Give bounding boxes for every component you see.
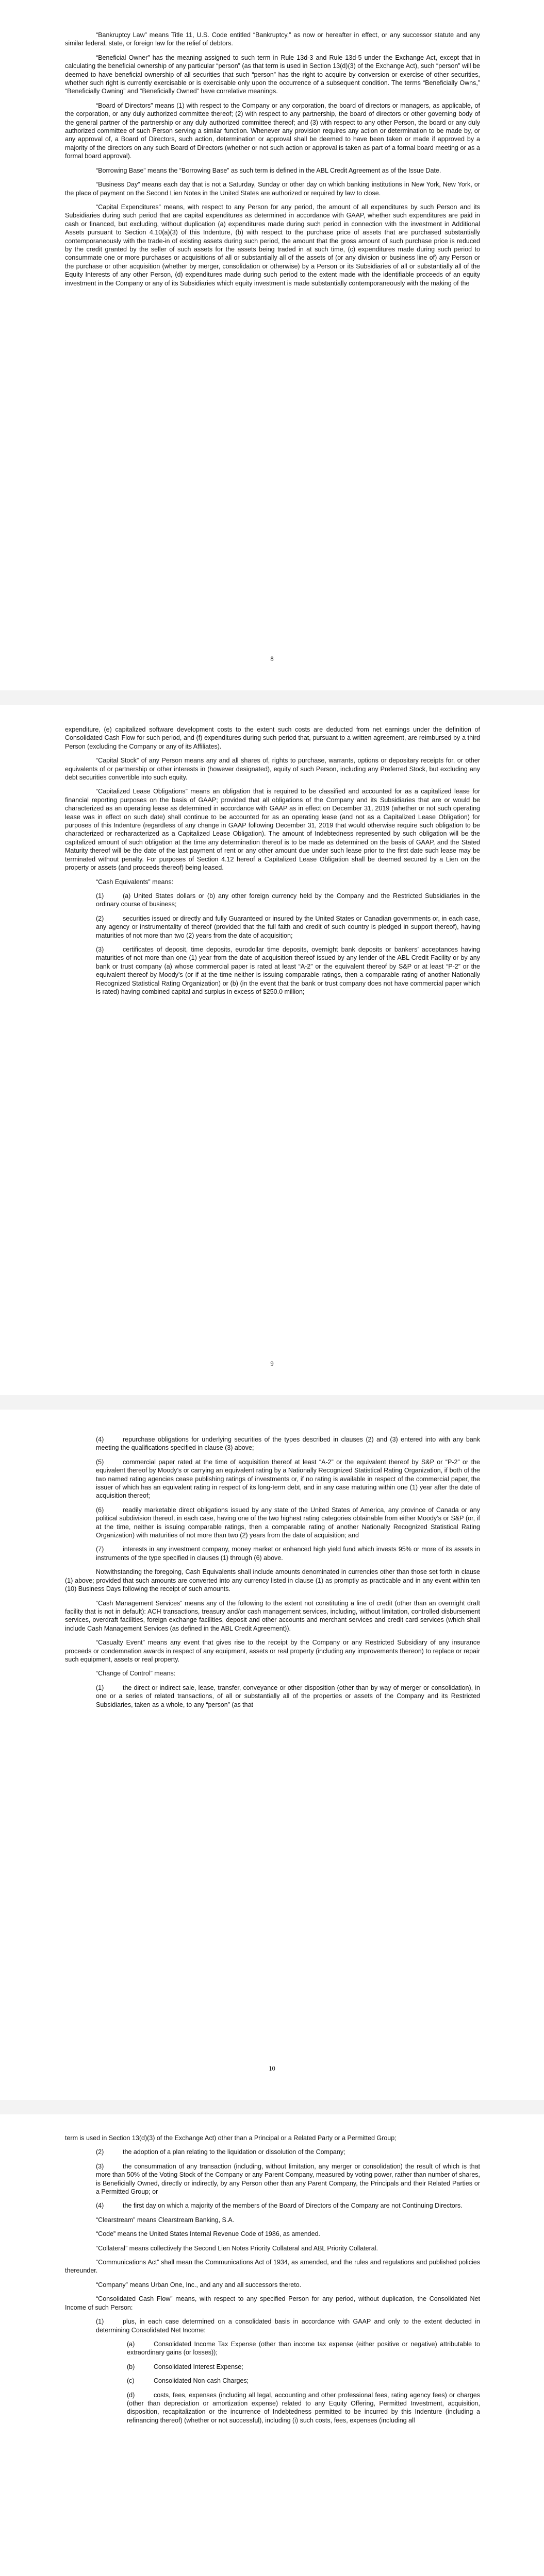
list-item: (1) plus, in each case determined on a consolidated basis in accordance with GAAP and only to the extent deducted in determining Consolidated Net Income: <box>96 2318 480 2334</box>
definition-paragraph: “Capital Expenditures” means, with respect to any Person for any period, the amount of all expenditures by such Person and its Subsidiaries during such period that are capital expenditures as determined in accordance with GAAP, whether such expenditures are paid in cash or financed, but excluding, without duplication (a) expenditures made during such period in connection with the investment in Additional Assets pursuant to Section 4.10(a)(3) of this Indenture, (b) with respect to the purchase price of assets that are purchased substantially contemporaneously with the trade-in of existing assets during such period, the amount that the gross amount of such purchase price is reduced by the credit granted by the seller of such assets for the assets being traded in at such time, (c) expenditures made during such period to consummate one or more purchases or acquisitions of all or substantially all of the assets of (or any division or business line of) any Person or the purchase or other acquisition (whether by merger, consolidation or otherwise) by a Person or its Subsidiaries of all or substantially all of the Equity Interests of any other Person, (d) expenditures made during such period to the extent made with the identifiable proceeds of an equity investment in the Company or any of its Subsidiaries which equity investment is made substantially contemporaneously with the making of the <box>65 203 480 287</box>
definition-paragraph: “Casualty Event” means any event that gives rise to the receipt by the Company or any Restricted Subsidiary of any insurance proceeds or condemnation awards in respect of any equipment, assets or real property (including any improvements thereon) to replace or repair such equipment, assets or real property. <box>65 1639 480 1663</box>
definition-paragraph: “Beneficial Owner” has the meaning assigned to such term in Rule 13d-3 and Rule 13d-5 under the Exchange Act, except that in calculating the beneficial ownership of any particular “person” (as that term is used in Section 13(d)(3) of the Exchange Act), such “person” will be deemed to have beneficial ownership of all securities that such “person” has the right to acquire by conversion or exercise of other securities, whether such right is currently exercisable or is exercisable only upon the occurrence of a subsequent condition. The terms “Beneficially Owns,” “Beneficially Owning” and “Beneficially Owned” have correlative meanings. <box>65 54 480 95</box>
list-item: (7) interests in any investment company, money market or enhanced high yield fund which invests 95% or more of its assets in instruments of the type specified in clauses (1) through (6) above. <box>96 1546 480 1562</box>
list-item: (1) (a) United States dollars or (b) any other foreign currency held by the Company and the Restricted Subsidiaries in the ordinary course of business; <box>96 892 480 908</box>
list-item: (5) commercial paper rated at the time of acquisition thereof at least “A-2” or the equivalent thereof by S&P or “P-2” or the equivalent thereof by Moody’s or carrying an equivalent rating by a Nationally Recognized Statistical Rating Organization, if both of the two named rating agencies cease publishing ratings of investments or, if no rating is available in respect of the commercial paper, the issuer of which has an equivalent rating in respect of its long-term debt, and in any case maturing within one (1) year after the date of acquisition thereof; <box>96 1458 480 1500</box>
list-item: (b) Consolidated Interest Expense; <box>127 2363 243 2370</box>
list-item: (6) readily marketable direct obligations issued by any state of the United States of America, any province of Canada or any political subdivision thereof, in each case, having one of the two highest rating categories obtainable from either Moody’s or S&P (or, if at the time, neither is issuing comparable ratings, then a comparable rating of another Nationally Recognized Statistical Rating Organization) with maturities of not more than two (2) years from the date of acquisition; and <box>96 1506 480 1539</box>
list-item: (4) repurchase obligations for underlying securities of the types described in clauses (2) and (3) entered into with any bank meeting the qualifications specified in clause (3) above; <box>96 1436 480 1452</box>
definition-paragraph: “Communications Act” shall mean the Communications Act of 1934, as amended, and the rules and regulations and published policies thereunder. <box>65 2259 480 2275</box>
definition-paragraph: “Capitalized Lease Obligations” means an obligation that is required to be classified and accounted for as a capitalized lease for financial reporting purposes on the basis of GAAP; provided that all obligations of the Company and its Subsidiaries that are or would be characterized as an operating lease as determined in accordance with GAAP as in effect on December 31, 2019 (whether or not such operating lease was in effect on such date) shall continue to be accounted for as an operating lease (and not as a Capitalized Lease Obligation) for purposes of this Indenture (regardless of any change in GAAP following December 31, 2019 that would otherwise require such obligation to be characterized or recharacterized as a Capitalized Lease Obligation). The amount of Indebtedness represented by such obligation will be the capitalized amount of such obligation at the time any determination thereof is to be made as determined on the basis of GAAP, and the Stated Maturity thereof will be the date of the last payment of rent or any other amount due under such lease prior to the first date such lease may be terminated without penalty. For purposes of Section 4.12 hereof a Capitalized Lease Obligation shall be deemed secured by a Lien on the property or assets (and proceeds thereof) being leased. <box>65 788 480 872</box>
page-9 <box>0 705 544 1395</box>
definition-paragraph: “Company” means Urban One, Inc., and any and all successors thereto. <box>96 2281 302 2289</box>
list-item: (4) the first day on which a majority of the members of the Board of Directors of the Company are not Continuing Directors. <box>96 2202 463 2210</box>
definition-paragraph: “Business Day” means each day that is not a Saturday, Sunday or other day on which banking institutions in New York, New York, or the place of payment on the Second Lien Notes in the United States are authorized or required by law to close. <box>65 181 480 197</box>
page-number: 9 <box>270 1360 274 1367</box>
page-separator <box>0 1395 544 1410</box>
list-item: (3) certificates of deposit, time deposits, eurodollar time deposits, overnight bank deposits or bankers’ acceptances having maturities of not more than one (1) year from the date of acquisition thereof issued by any lender of the ABL Credit Facility or by any bank or trust company (a) whose commercial paper is rated at least “A-2” or the equivalent thereof by S&P or at least “P-2” or the equivalent thereof by Moody’s (or if at the time neither is issuing comparable ratings, then a comparable rating of another Nationally Recognized Statistical Rating Organization) or (b) (in the event that the bank or trust company does not have commercial paper which is rated) having combined capital and surplus in excess of $250.0 million; <box>96 945 480 995</box>
definition-paragraph: “Code” means the United States Internal Revenue Code of 1986, as amended. <box>96 2230 320 2238</box>
page-10 <box>0 1410 544 2100</box>
page-number: 10 <box>269 2065 275 2072</box>
definition-paragraph: “Cash Management Services” means any of the following to the extent not constituting a line of credit (other than an overnight draft facility that is not in default): ACH transactions, treasury and/or cash management services, including, without limitation, controlled disbursement services, overdraft facilities, foreign exchange facilities, deposit and other accounts and merchant services and credit card services (which shall include Cash Management Services (as defined in the ABL Credit Agreement)). <box>65 1599 480 1632</box>
list-item: (2) securities issued or directly and fully Guaranteed or insured by the United States or Canadian governments or, in each case, any agency or instrumentality of thereof (provided that the full faith and credit of such country is pledged in support thereof), having maturities of not more than two (2) years from the date of acquisition; <box>96 914 480 939</box>
list-item: (c) Consolidated Non-cash Charges; <box>127 2377 249 2385</box>
page-11 <box>0 2114 544 2576</box>
definition-paragraph: “Borrowing Base” means the “Borrowing Base” as such term is defined in the ABL Credit Agreement as of the Issue Date. <box>96 166 441 174</box>
page-separator <box>0 2100 544 2114</box>
page-8 <box>0 0 544 690</box>
definition-paragraph: “Capital Stock” of any Person means any and all shares of, rights to purchase, warrants, options or depositary receipts for, or other equivalents of or partnership or other interests in (however designated), equity of such Person, including any Preferred Stock, but excluding any debt securities convertible into such equity. <box>65 757 480 782</box>
definition-paragraph: “Collateral” means collectively the Second Lien Notes Priority Collateral and ABL Priority Collateral. <box>96 2244 378 2252</box>
definition-paragraph: expenditure, (e) capitalized software development costs to the extent such costs are deducted from net earnings under the definition of Consolidated Cash Flow for such period, and (f) expenditures during such period that, pursuant to a written agreement, are reimbursed by a third Person (excluding the Company or any of its Affiliates). <box>65 726 480 750</box>
definition-paragraph: “Clearstream” means Clearstream Banking, S.A. <box>96 2216 235 2224</box>
list-item: (d) costs, fees, expenses (including all legal, accounting and other professional fees, rating agency fees) or charges (other than depreciation or amortization expense) related to any Equity Offering, Permitted Investment, acquisition, disposition, recapitalization or the incurrence of Indebtedness permitted to be incurred by this Indenture (including a refinancing thereof) (whether or not successful), including (i) such costs, fees, expenses (including all <box>127 2391 480 2424</box>
definition-paragraph: “Bankruptcy Law” means Title 11, U.S. Code entitled “Bankruptcy,” as now or hereafter in effect, or any successor statute and any similar federal, state, or foreign law for the relief of debtors. <box>65 31 480 47</box>
definition-paragraph: Notwithstanding the foregoing, Cash Equivalents shall include amounts denominated in currencies other than those set forth in clause (1) above; provided that such amounts are converted into any currency listed in clause (1) as promptly as practicable and in any event within ten (10) Business Days following the receipt of such amounts. <box>65 1568 480 1593</box>
list-item: (1) the direct or indirect sale, lease, transfer, conveyance or other disposition (other than by way of merger or consolidation), in one or a series of related transactions, of all or substantially all of the properties or assets of the Company and its Restricted Subsidiaries, taken as a whole, to any “person” (as that <box>96 1684 480 1708</box>
list-item: (3) the consummation of any transaction (including, without limitation, any merger or consolidation) the result of which is that more than 50% of the Voting Stock of the Company or any Parent Company, measured by voting power, rather than number of shares, is Beneficially Owned, directly or indirectly, by any Person other than any Parent Company, the Principals and their Related Parties or a Permitted Group; or <box>96 2162 480 2196</box>
definition-paragraph: “Change of Control” means: <box>96 1670 176 1677</box>
definition-paragraph: term is used in Section 13(d)(3) of the Exchange Act) other than a Principal or a Related Party or a Permitted Group; <box>65 2134 397 2142</box>
definition-paragraph: “Consolidated Cash Flow” means, with respect to any specified Person for any period, without duplication, the Consolidated Net Income of such Person: <box>65 2295 480 2311</box>
list-item: (a) Consolidated Income Tax Expense (other than income tax expense (either positive or negative) attributable to extraordinary gains (or losses)); <box>127 2340 480 2357</box>
page-separator <box>0 690 544 705</box>
page-number: 8 <box>270 655 274 663</box>
definition-paragraph: “Cash Equivalents” means: <box>96 878 174 886</box>
definition-paragraph: “Board of Directors” means (1) with respect to the Company or any corporation, the board of directors or managers, as applicable, of the corporation, or any duly authorized committee thereof; (2) with respect to any partnership, the board of directors or other governing body of the general partner of the partnership or any duly authorized committee thereof; and (3) with respect to any other Person, the board or any duly authorized committee of such Person serving a similar function. Whenever any provision requires any action or determination to be made by, or any approval of, a Board of Directors, such action, determination or approval shall be deemed to have been taken or made if approved by a majority of the directors on any such Board of Directors (whether or not such action or approval is taken as part of a formal board meeting or as a formal board approval). <box>65 101 480 160</box>
list-item: (2) the adoption of a plan relating to the liquidation or dissolution of the Company; <box>96 2148 345 2156</box>
